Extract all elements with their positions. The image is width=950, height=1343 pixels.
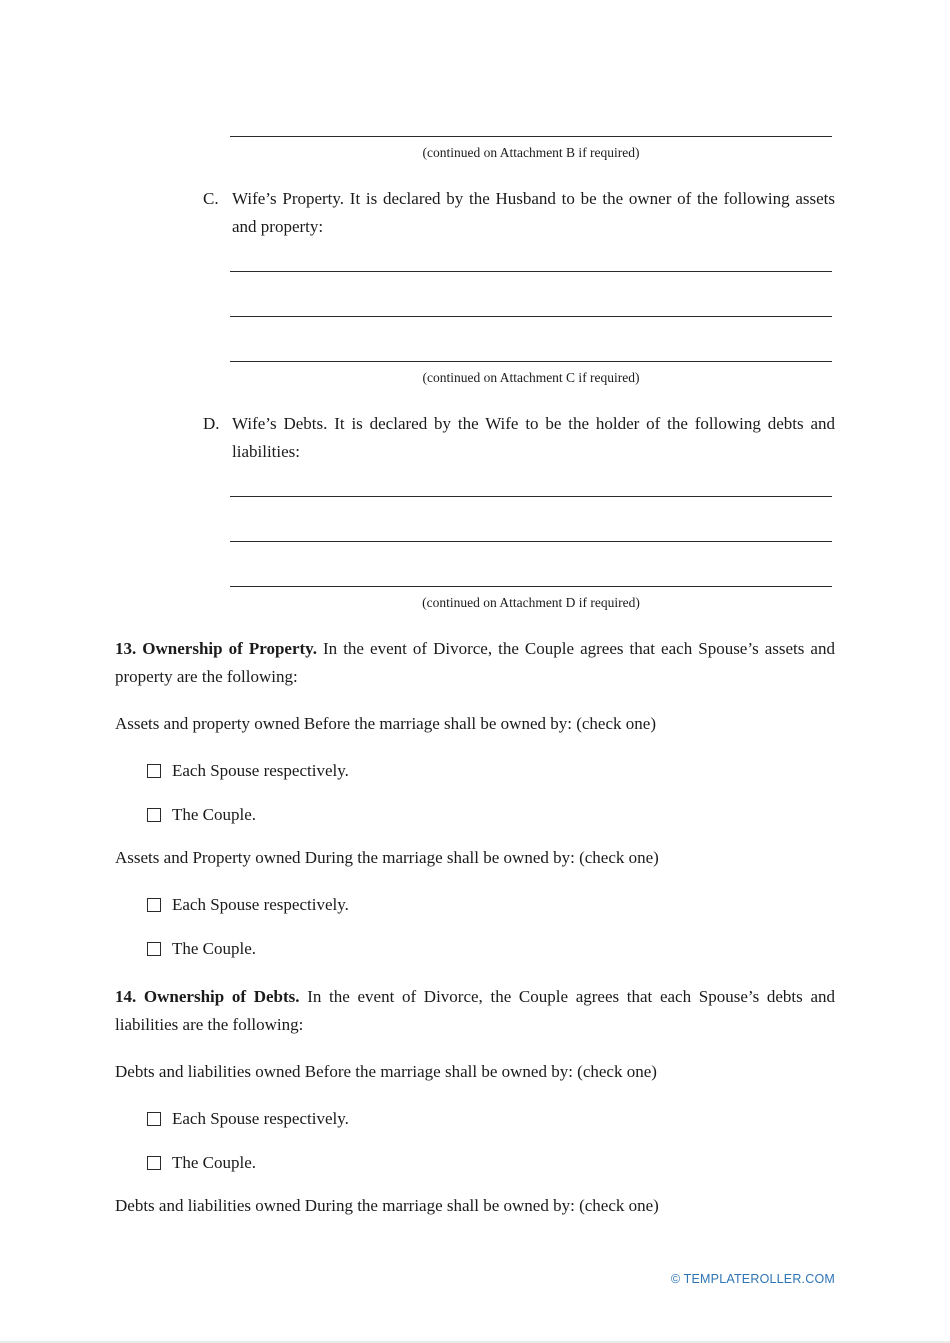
fill-line[interactable] — [230, 316, 832, 317]
option-label: The Couple. — [172, 1153, 257, 1172]
checkbox-icon[interactable] — [147, 1156, 161, 1170]
checkbox-icon[interactable] — [147, 1112, 161, 1126]
item-c-text: Wife’s Property. It is declared by the Husband to be the owner of the following assets and property: — [232, 189, 835, 236]
item-d-label: D. — [203, 414, 220, 433]
attachment-c-note: (continued on Attachment C if required) — [422, 370, 640, 385]
fill-line[interactable] — [230, 586, 832, 587]
checkbox-row-sec13-before-each[interactable] — [147, 761, 835, 781]
option-label: Each Spouse respectively. — [172, 761, 349, 780]
checkbox-row-sec13-before-couple[interactable] — [147, 805, 835, 825]
section-14-heading: 14. Ownership of Debts. — [115, 987, 300, 1006]
section-13-question-during: Assets and Property owned During the marriage shall be owned by: (check one) — [115, 848, 659, 867]
fill-line[interactable] — [230, 541, 832, 542]
item-d-text: Wife’s Debts. It is declared by the Wife to be the holder of the following debts and liabilities: — [232, 414, 835, 461]
checkbox-row-sec13-during-couple[interactable] — [147, 939, 835, 959]
checkbox-icon[interactable] — [147, 942, 161, 956]
checkbox-icon[interactable] — [147, 808, 161, 822]
section-13-paragraph — [115, 635, 835, 691]
attachment-b-note: (continued on Attachment B if required) — [422, 145, 640, 160]
item-d — [203, 410, 835, 466]
templateroller-link[interactable]: © TEMPLATEROLLER.COM — [670, 1272, 835, 1286]
checkbox-row-sec14-before-each[interactable] — [147, 1109, 835, 1129]
option-label: The Couple. — [172, 939, 257, 958]
footer — [671, 1268, 835, 1288]
item-d-fill-lines — [115, 496, 835, 587]
item-c-label: C. — [203, 189, 219, 208]
attachment-d-note: (continued on Attachment D if required) — [422, 595, 640, 610]
fill-line[interactable] — [230, 496, 832, 497]
section-13-question-before: Assets and property owned Before the marriage shall be owned by: (check one) — [115, 714, 656, 733]
item-c — [203, 185, 835, 241]
checkbox-row-sec14-before-couple[interactable] — [147, 1153, 835, 1173]
section-14-question-during: Debts and liabilities owned During the marriage shall be owned by: (check one) — [115, 1196, 659, 1215]
fill-line[interactable] — [230, 361, 832, 362]
section-14-paragraph — [115, 983, 835, 1039]
option-label: The Couple. — [172, 805, 257, 824]
item-c-fill-lines — [115, 271, 835, 362]
checkbox-row-sec13-during-each[interactable] — [147, 895, 835, 915]
section-14-question-before: Debts and liabilities owned Before the marriage shall be owned by: (check one) — [115, 1062, 657, 1081]
fill-line[interactable] — [230, 271, 832, 272]
section-13-heading: 13. Ownership of Property. — [115, 639, 317, 658]
fill-line-attachment-b[interactable] — [230, 136, 832, 137]
option-label: Each Spouse respectively. — [172, 1109, 349, 1128]
option-label: Each Spouse respectively. — [172, 895, 349, 914]
checkbox-icon[interactable] — [147, 898, 161, 912]
section-14-body: In the event of Divorce, the Couple agrees that each Spouse’s debts and liabilities are the following: — [115, 987, 835, 1034]
section-13-body: In the event of Divorce, the Couple agrees that each Spouse’s assets and property are the following: — [115, 639, 835, 686]
checkbox-icon[interactable] — [147, 764, 161, 778]
